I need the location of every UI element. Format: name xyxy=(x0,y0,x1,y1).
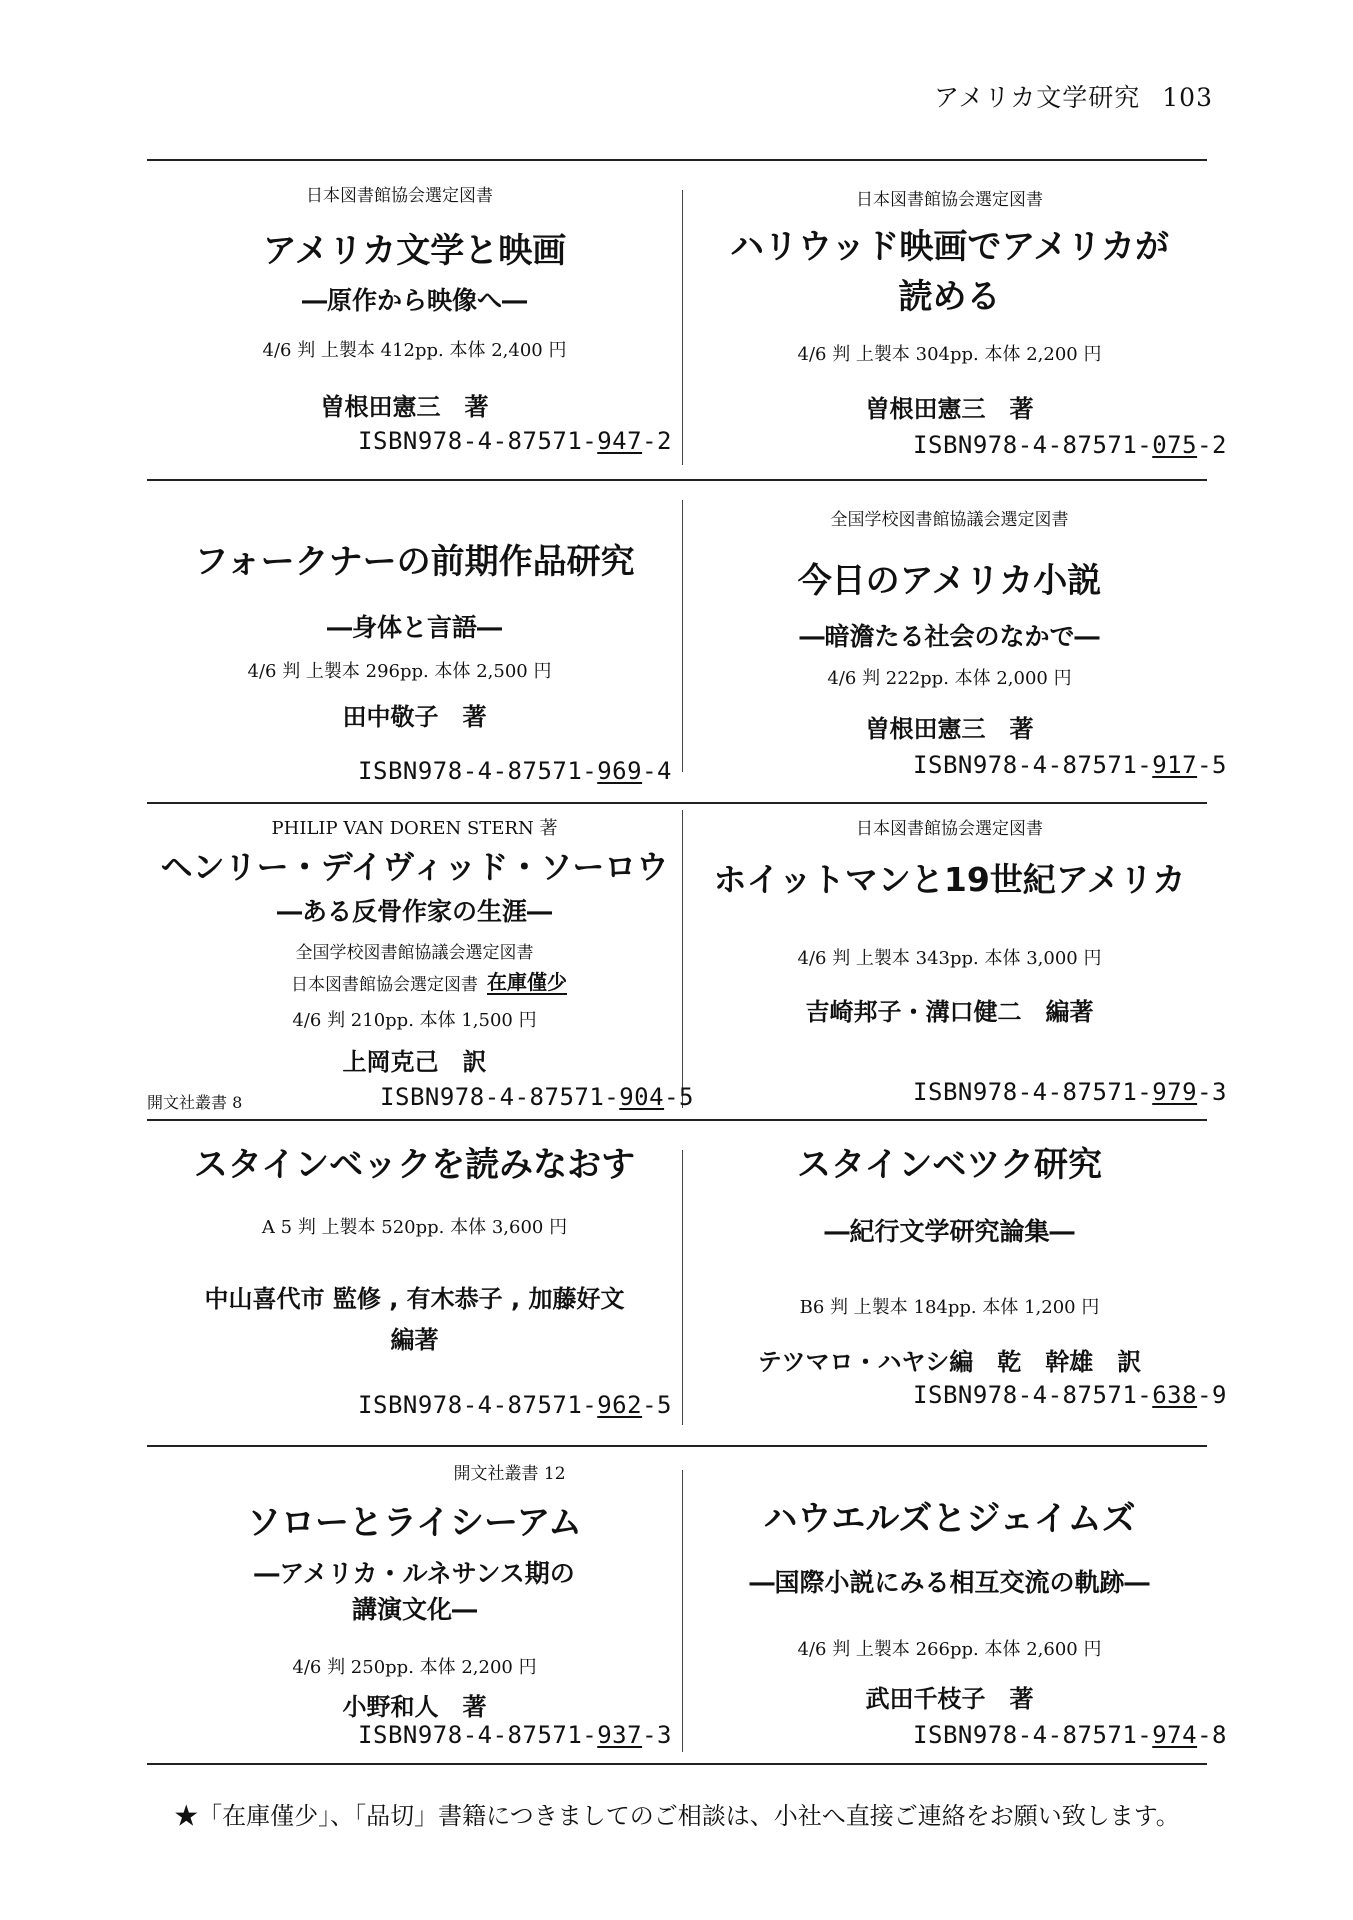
book-author: 上岡克己 訳 xyxy=(342,1048,487,1076)
isbn: ISBN978-4-87571-937-3 xyxy=(358,1721,672,1749)
book-entry xyxy=(682,1123,1227,1446)
book-subtitle: ―身体と言語― xyxy=(326,613,502,642)
book-spec: 4/6 判 210pp. 本体 1,500 円 xyxy=(292,1010,537,1031)
book-title: ソローとライシーアム xyxy=(247,1503,582,1543)
book-title: ハウエルズとジェイムズ xyxy=(763,1499,1136,1539)
book-title: スタインベックを読みなおす xyxy=(193,1145,636,1185)
book-entry xyxy=(682,483,1227,803)
stock-status-badge: 在庫僅少 xyxy=(487,970,567,994)
book-author: 田中敬子 著 xyxy=(342,703,487,731)
isbn: ISBN978-4-87571-974-8 xyxy=(913,1721,1227,1749)
book-author: 吉崎邦子・溝口健二 編著 xyxy=(805,998,1094,1026)
book-subtitle: ―国際小説にみる相互交流の軌跡― xyxy=(749,1568,1150,1597)
book-author: 武田千枝子 著 xyxy=(865,1685,1034,1713)
book-entry xyxy=(147,1123,682,1446)
series-label: 開文社叢書 8 xyxy=(147,1093,243,1112)
book-entry xyxy=(147,806,694,1120)
book-author: テツマロ・ハヤシ編 乾 幹雄 訳 xyxy=(757,1348,1142,1376)
book-subtitle: ―アメリカ・ルネサンス期の xyxy=(254,1559,575,1588)
book-entry xyxy=(682,806,1227,1120)
book-spec: 4/6 判 上製本 296pp. 本体 2,500 円 xyxy=(247,661,552,682)
book-spec: 4/6 判 250pp. 本体 2,200 円 xyxy=(292,1657,537,1678)
book-subtitle: ―ある反骨作家の生涯― xyxy=(276,897,552,926)
book-spec: 4/6 判 上製本 266pp. 本体 2,600 円 xyxy=(797,1639,1102,1660)
book-author: 曽根田憲三 著 xyxy=(320,393,489,421)
isbn: ISBN978-4-87571-979-3 xyxy=(913,1078,1227,1106)
selection-note: 全国学校図書館協議会選定図書 xyxy=(295,943,534,963)
book-author: 曽根田憲三 著 xyxy=(865,715,1034,743)
book-entry xyxy=(147,483,682,803)
book-spec: 4/6 判 上製本 304pp. 本体 2,200 円 xyxy=(797,344,1102,365)
book-spec: A 5 判 上製本 520pp. 本体 3,600 円 xyxy=(261,1217,568,1238)
book-spec: 4/6 判 上製本 343pp. 本体 3,000 円 xyxy=(797,948,1102,969)
book-subtitle: ―暗澹たる社会のなかで― xyxy=(799,622,1100,651)
selection-note: 日本図書館協会選定図書 xyxy=(306,186,493,206)
book-subtitle: ―紀行文学研究論集― xyxy=(824,1217,1075,1246)
isbn: ISBN978-4-87571-962-5 xyxy=(358,1391,672,1419)
isbn: ISBN978-4-87571-638-9 xyxy=(913,1381,1227,1409)
book-author: 中山喜代市 監修 , 有木恭子 , 加藤好文 xyxy=(204,1285,625,1313)
book-title: スタインベツク研究 xyxy=(797,1145,1102,1185)
book-title: ヘンリー・デイヴィッド・ソーロウ xyxy=(160,848,669,886)
footer-note: ★「在庫僅少」、「品切」書籍につきましてのご相談は、小社へ直接ご連絡をお願い致します。 xyxy=(174,1802,1180,1830)
book-entry xyxy=(147,163,682,480)
page-header xyxy=(934,78,1213,114)
selection-note: 全国学校図書館協議会選定図書 xyxy=(830,510,1069,530)
selection-note: 日本図書館協会選定図書 xyxy=(856,819,1043,839)
page-number: 103 xyxy=(1162,83,1213,112)
isbn: ISBN978-4-87571-947-2 xyxy=(358,427,672,455)
book-entry xyxy=(682,1449,1227,1764)
book-author: 曽根田憲三 著 xyxy=(865,395,1034,423)
book-title: ハリウッド映画でアメリカが xyxy=(730,227,1169,267)
book-spec: B6 判 上製本 184pp. 本体 1,200 円 xyxy=(799,1297,1100,1318)
isbn: ISBN978-4-87571-904-5 xyxy=(380,1083,694,1111)
book-title: ホイットマンと19世紀アメリカ xyxy=(713,860,1186,899)
book-title: 今日のアメリカ小説 xyxy=(797,561,1102,601)
divider xyxy=(147,159,1207,161)
original-author: PHILIP VAN DOREN STERN 著 xyxy=(271,818,558,839)
selection-note: 日本図書館協会選定図書 xyxy=(856,190,1043,210)
book-spec: 4/6 判 222pp. 本体 2,000 円 xyxy=(827,668,1072,689)
book-spec: 4/6 判 上製本 412pp. 本体 2,400 円 xyxy=(262,340,567,361)
book-author: 小野和人 著 xyxy=(342,1693,487,1721)
isbn: ISBN978-4-87571-917-5 xyxy=(913,751,1227,779)
isbn: ISBN978-4-87571-969-4 xyxy=(358,757,672,785)
book-title: フォークナーの前期作品研究 xyxy=(194,542,635,582)
isbn: ISBN978-4-87571-075-2 xyxy=(913,431,1227,459)
book-entry xyxy=(147,1449,682,1764)
selection-note: 日本図書館協会選定図書 xyxy=(291,975,478,995)
book-entry xyxy=(682,163,1227,480)
book-author-role: 編著 xyxy=(390,1326,439,1354)
book-title-line2: 読める xyxy=(898,277,1001,317)
book-title: アメリカ文学と映画 xyxy=(262,231,567,271)
book-subtitle-line2: 講演文化― xyxy=(351,1595,477,1624)
series-label: 開文社叢書 12 xyxy=(453,1464,566,1484)
book-subtitle: ―原作から映像へ― xyxy=(301,286,527,315)
section-title: アメリカ文学研究 xyxy=(934,83,1141,112)
